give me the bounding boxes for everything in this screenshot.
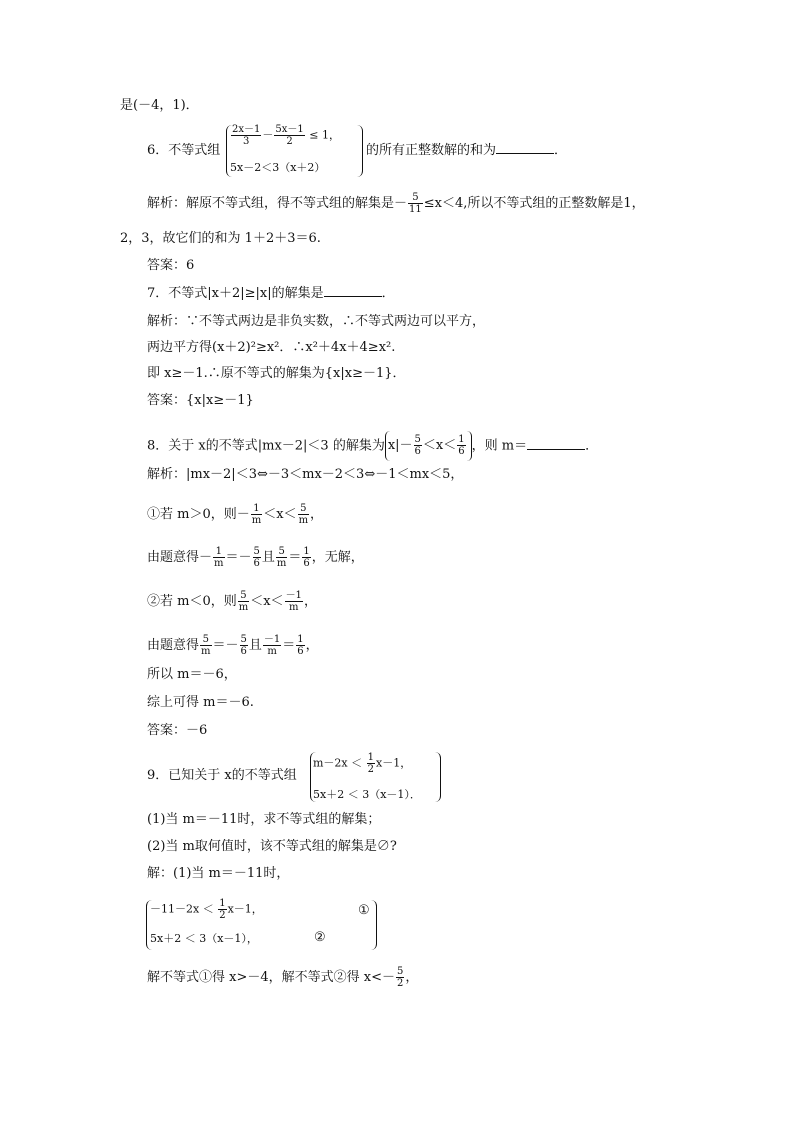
q9-eq1: －11－2x ＜ $\frac{1}{2}$ x－1， xyxy=(150,898,263,921)
text-line: 是(－4，1)． xyxy=(120,98,199,113)
q8-solution-2: ①若 m＞0，则－ $\frac{1}{m}$ ＜x＜ $\frac{5}{m}$ ， xyxy=(147,503,324,526)
q9-part2: (2)当 m取何值时，该不等式组的解集是∅? xyxy=(147,839,397,854)
q9-eq2: 5x＋2 ＜ 3（x－1）， xyxy=(150,932,258,945)
q7-answer: 答案：{x|x≥－1} xyxy=(147,393,254,408)
q8-solution-1: 解析：|mx－2|＜3⇔－3＜mx－2＜3⇔－1＜mx＜5， xyxy=(147,467,464,482)
q6-answer: 答案：6 xyxy=(147,258,195,273)
q7-solution-3: 即 x≥－1.∴原不等式的解集为{x|x≥－1}． xyxy=(147,366,406,381)
q9-solution-1: 解：(1)当 m＝－11时， xyxy=(147,866,290,881)
q8-solution-6: 所以 m＝－6， xyxy=(147,667,237,682)
right-brace xyxy=(370,900,377,950)
q8-solution-7: 综上可得 m＝－6. xyxy=(147,695,254,710)
q8-solution-4: ②若 m＜0，则 $\frac{5}{m}$ ＜x＜ $\frac{-1}{m}$ ， xyxy=(147,590,317,613)
marker-1: ① xyxy=(358,903,370,918)
q6-label: 6．不等式组 xyxy=(147,143,221,158)
q9-question: 9．已知关于 x的不等式组 xyxy=(147,768,297,783)
q9-row2: 5x＋2 ＜ 3（x－1）． xyxy=(313,788,421,801)
q6-question: 的所有正整数解的和为 ． xyxy=(366,143,568,158)
q7-question: 7．不等式|x＋2|≥|x|的解集是 ． xyxy=(147,286,395,301)
q8-solution-5: 由题意得 $\frac{5}{m}$ ＝－ $\frac{5}{6}$ 且 $\frac{-1}{m}$ ＝ $\frac{1}{6}$ ， xyxy=(147,634,319,657)
right-brace xyxy=(356,125,363,177)
q9-row1: m－2x ＜ $\frac{1}{2}$ x－1， xyxy=(313,752,412,775)
marker-2: ② xyxy=(314,930,326,945)
q7-solution-2: 两边平方得(x＋2)²≥x²．∴x²＋4x＋4≥x². xyxy=(147,340,396,355)
right-brace xyxy=(434,752,441,802)
q6-row2: 5x－2＜3（x＋2） xyxy=(230,161,326,174)
q6-solution-cont: 2，3，故它们的和为 1＋2＋3＝6. xyxy=(120,231,321,246)
q8-answer: 答案：－6 xyxy=(147,723,208,738)
q8-solution-3: 由题意得－ $\frac{1}{m}$ ＝－ $\frac{5}{6}$ 且 $\frac{5}{m}$ ＝ $\frac{1}{6}$ ，无解， xyxy=(147,546,364,569)
q6-solution: 解析：解原不等式组，得不等式组的解集是－ $\frac{5}{11}$ ≤x＜4,所以不等式组的正整数解是1， xyxy=(147,192,645,215)
q7-solution-1: 解析：∵不等式两边是非负实数，∴不等式两边可以平方， xyxy=(147,314,486,329)
q9-solution-2: 解不等式①得 x>－4，解不等式②得 x<－ $\frac{5}{2}$ ， xyxy=(147,966,419,989)
q9-part1: (1)当 m＝－11时，求不等式组的解集； xyxy=(147,812,381,827)
q6-row1: $\frac{2x-1}{3}$ － $\frac{5x-1}{2}$ ≤ 1， xyxy=(232,124,340,147)
q8-question: 8．关于 x的不等式|mx－2|＜3 的解集为 x|－ $\frac{5}{6}$ ＜x＜ $\frac{1}{6}$ ，则 m＝ ． xyxy=(147,431,598,461)
